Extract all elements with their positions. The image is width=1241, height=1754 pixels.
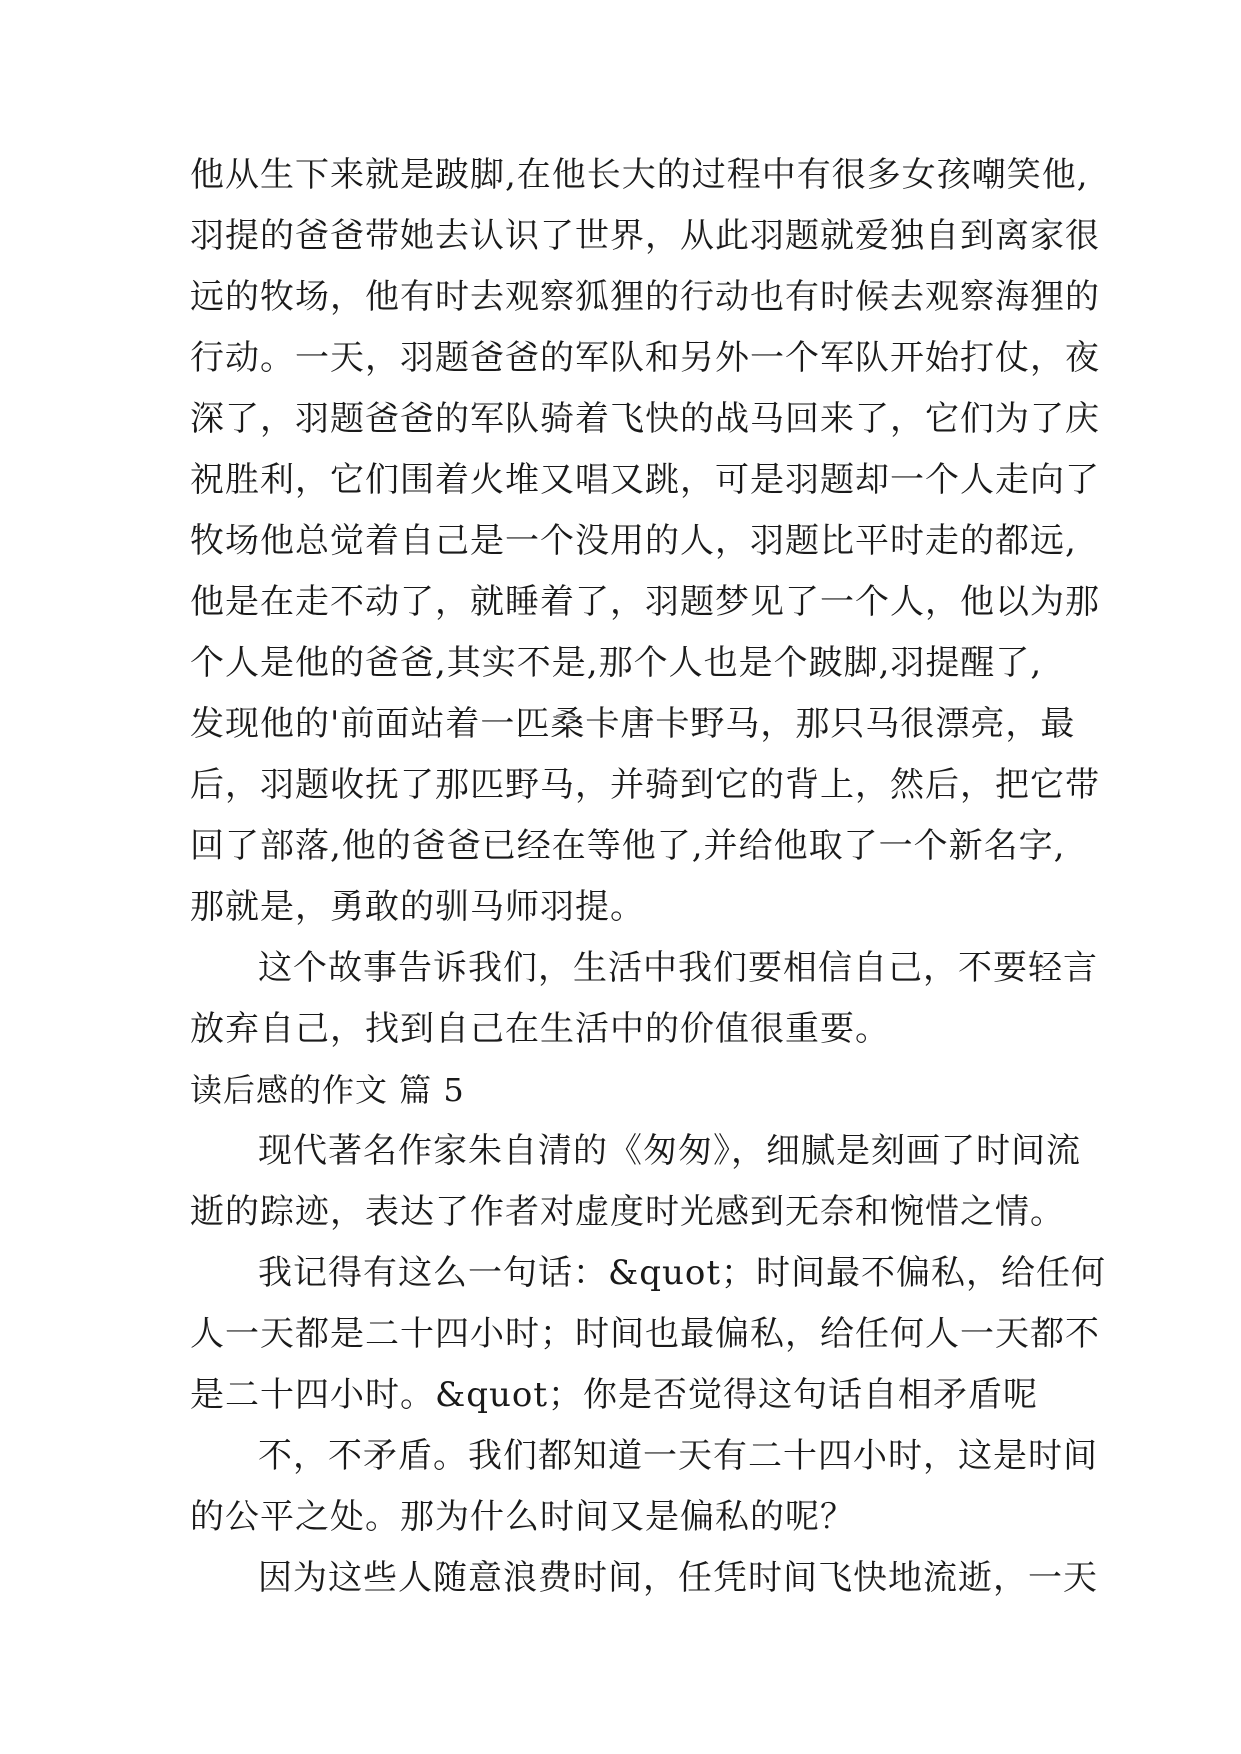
paragraph-first-line: 因为这些人随意浪费时间，任凭时间飞快地流逝，一天 [258, 1558, 1098, 1598]
text-line: 后，羽题收抚了那匹野马，并骑到它的背上，然后，把它带 [190, 765, 1100, 805]
paragraph-first-line: 不，不矛盾。我们都知道一天有二十四小时，这是时间 [258, 1436, 1098, 1476]
text-line: 是二十四小时。&quot；你是否觉得这句话自相矛盾呢 [190, 1375, 1039, 1415]
document-body [190, 145, 1107, 1609]
text-line: 他从生下来就是跛脚,在他长大的过程中有很多女孩嘲笑他, [190, 155, 1089, 195]
text-line: 牧场他总觉着自己是一个没用的人，羽题比平时走的都远, [190, 521, 1077, 561]
paragraph-first-line: 现代著名作家朱自清的《匆匆》，细腻是刻画了时间流 [258, 1131, 1081, 1171]
text-line: 祝胜利，它们围着火堆又唱又跳，可是羽题却一个人走向了 [190, 460, 1100, 500]
text-line: 远的牧场，他有时去观察狐狸的行动也有时候去观察海狸的 [190, 277, 1100, 317]
text-line: 放弃自己，找到自己在生活中的价值很重要。 [190, 1009, 890, 1049]
paragraph-first-line: 我记得有这么一句话：&quot；时间最不偏私，给任何 [258, 1253, 1107, 1293]
text-line: 羽提的爸爸带她去认识了世界，从此羽题就爱独自到离家很 [190, 216, 1100, 256]
section-heading: 读后感的作文 篇 5 [190, 1071, 465, 1109]
text-line: 个人是他的爸爸,其实不是,那个人也是个跛脚,羽提醒了, [190, 643, 1043, 683]
text-line: 逝的踪迹，表达了作者对虚度时光感到无奈和惋惜之情。 [190, 1192, 1065, 1232]
text-line: 他是在走不动了，就睡着了，羽题梦见了一个人，他以为那 [190, 582, 1100, 622]
paragraph-first-line: 这个故事告诉我们，生活中我们要相信自己，不要轻言 [258, 948, 1098, 988]
text-line: 深了，羽题爸爸的军队骑着飞快的战马回来了，它们为了庆 [190, 399, 1100, 439]
text-line: 发现他的'前面站着一匹桑卡唐卡野马，那只马很漂亮，最 [190, 704, 1076, 744]
text-line: 回了部落,他的爸爸已经在等他了,并给他取了一个新名字, [190, 826, 1066, 866]
text-line: 的公平之处。那为什么时间又是偏私的呢？ [190, 1497, 855, 1537]
text-line: 那就是，勇敢的驯马师羽提。 [190, 887, 645, 927]
text-line: 行动。一天，羽题爸爸的军队和另外一个军队开始打仗，夜 [190, 338, 1100, 378]
text-line: 人一天都是二十四小时；时间也最偏私，给任何人一天都不 [190, 1314, 1100, 1354]
